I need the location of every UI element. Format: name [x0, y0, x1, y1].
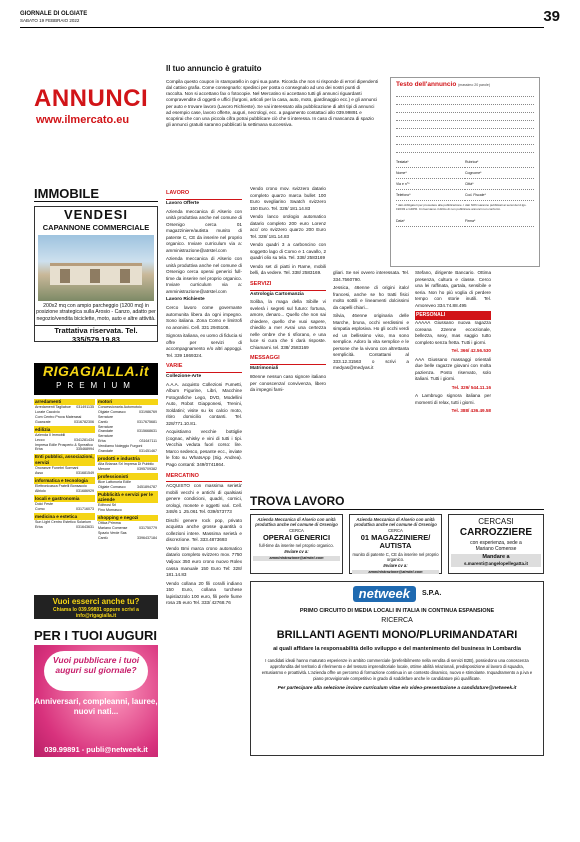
directory-entry: Sun Light Centro Estetico Solarium: [35, 519, 91, 524]
door-shape: [90, 269, 100, 283]
phone-number: Tel. 388/ 436.49.58: [451, 408, 491, 414]
directory-entry: Mariano Comense 031750779: [98, 526, 157, 531]
job-role: 01 MAGAZZINIERE/ AUTISTA: [360, 532, 431, 551]
column-lavoro: [166, 186, 242, 609]
classified-ad: Acquistiamo vecchie bottiglie (cognac, whisky e vini di tutti i tipi. Vecchia veduta fuori corso: lire. Marco sedesco, pesante ecc., inviate le foto su WhatsApp (Sig. Andrea). Pago contanti: 349/0741864.: [166, 429, 242, 467]
classified-ad: ACQUISTO con massima serietà' mobili vecchi e antichi di qualsiasi genere condicioni, quadri, cornici, orologi, monete e oggetti vari. Cell. 348/6 1 .25.061 Tel. 039/673773: [166, 483, 242, 515]
job-role: OPERAI GENERICI: [262, 532, 331, 542]
free-ad-intro: [166, 64, 378, 128]
coupon-line[interactable]: [396, 89, 534, 97]
section-auguri: PER I TUOI AUGURI: [34, 628, 158, 643]
classified-ad: Jessica, 46enne di origini italo/ francesi, anche se ho tratti fisici molto sottili e lineamenti dolcissimi da capelli chiari...: [333, 285, 409, 310]
directory-entry: Elettronicasca Fratelli Bonsaccio: [35, 484, 87, 489]
classified-ad: A Lambrugo signora italiana per momenti di relax, tutti i giorni.: [415, 393, 491, 405]
column-messaggi: [333, 270, 409, 374]
ad-coupon-form: [390, 77, 540, 267]
section-immobile: IMMOBILE: [34, 186, 99, 201]
sub-matrimoniali: Matrimoniali: [250, 366, 279, 372]
phone-number: Tel. 366/ 42.56.530: [451, 348, 491, 354]
sub-lavoro-offerte: Lavoro Offerte: [166, 200, 200, 206]
job-send: Inviare cv a:: [284, 548, 309, 554]
auguri-contact: 039.99891 - publi@netweek.it: [44, 744, 148, 754]
coupon-fields: [396, 157, 534, 201]
field-telefono[interactable]: Telefono*: [396, 190, 465, 201]
classified-ad: Vendo crono mov. svizzero datario completo quarzo marca bullet 100 Euro svegliarino Swatch svizzero 150 Euro. Tel. 328/ 181.14.83: [250, 186, 326, 211]
rigagialla-brand: RIGAGIALLA: [42, 363, 136, 379]
directory-category: shopping e negozi: [97, 515, 158, 522]
directory-entry: Com Centro Prova Materassi: [35, 414, 82, 419]
section-lavoro: LAVORO: [166, 190, 190, 196]
directory-entry: Fino Mornasco: [98, 508, 122, 513]
directory-entry: Merone 0395709382: [98, 466, 157, 471]
section-rule: [250, 509, 544, 510]
classified-ad: gliari. Se sei ovvero interessata. Tel. 334.7560790.: [333, 270, 409, 282]
directory-entry: Serrature: [98, 414, 113, 419]
directory-entry: Alta Brianza Srl Impresa Di Pubblic: [98, 461, 154, 466]
job-email-link[interactable]: amministrazione@atrstel.com: [253, 556, 340, 561]
building-photo: [38, 235, 154, 301]
field-rubrica[interactable]: Rubrica*: [465, 157, 534, 168]
job-cerca: CERCA: [388, 527, 403, 533]
vendesi-sub: CAPANNONE COMMERCIALE: [42, 223, 150, 233]
section-varie: VARIE: [166, 363, 183, 370]
job-email-link[interactable]: s.marenti@angelopellegatta.it: [464, 560, 528, 566]
vendesi-desc: 200x2 mq con ampio parcheggio (1200 mq) in posizione strategica sulla Arosio - Canzo, adatto per negozio/vendita biciclette, moto, auto e altre attività.: [36, 302, 156, 323]
field-cognome[interactable]: Cognome*: [465, 168, 534, 179]
directory-entry: Onoranze Funebri Sormani: [35, 466, 79, 471]
classified-ad: Azienda meccanica di Alserio con unità produttiva anche nel comune di Orsenigo cerca 01 magazziniere/autista munito di patente C, CE da inserire nel proprio organico. Inviare curriculum via a: amministrazione@atrstel.com: [166, 208, 242, 253]
classified-ad: Soliba, la maga della Sibille vi svelerà i segreti sul futuro: fortuna, amore, denaro... Quello che non sai chiedere, quello che vuoi sapere, chiedilo a me! Avrai una certezza nelle ombre che ti sfiorano, e una luce si cura che ti darà risposte. Chiamami. tel. 338/ 2583169: [250, 299, 326, 350]
coupon-line[interactable]: [396, 105, 534, 113]
job-company: Azienda Meccanica di Alserio con unità produttiva anche nel comune di Orsenigo: [255, 517, 338, 528]
netweek-ad: [250, 581, 544, 756]
job-role: CARROZZIERE: [459, 527, 533, 538]
rigagialla-suffix: .it: [135, 363, 150, 379]
issue-date: SABATO 19 FEBBRAIO 2022: [20, 18, 80, 23]
annunci-url-link[interactable]: www.ilmercato.eu: [36, 114, 130, 126]
directory-entry: Impresa Edile Prosperio & Spreafico: [35, 442, 93, 447]
netweek-scope: ai quali affidare la responsabilità dello sviluppo e del mantenimento del business in Lombardia: [273, 646, 521, 653]
rule: [166, 199, 242, 200]
netweek-brand: netweek: [353, 586, 416, 602]
job-email-link[interactable]: amministrazione@atrstel.com: [352, 570, 439, 575]
sub-lavoro-richieste: Lavoro Richieste: [166, 297, 205, 303]
vendesi-contact: Trattativa riservata. Tel. 335/579.19.83: [35, 325, 157, 345]
directory-entry: Olgiate Comasco 3451894787: [98, 484, 157, 489]
directory-entry: Asso 031681549: [35, 471, 94, 476]
job-cercasi: CERCASI: [478, 517, 514, 526]
job-ad-operai: [250, 514, 343, 574]
annunci-logo: ANNUNCI: [34, 85, 149, 112]
column-personali: [415, 270, 491, 417]
directory-entry: Como 031716073: [35, 506, 94, 511]
directory-category: Enti pubblici, associazioni, servizi: [35, 454, 94, 465]
rule: [250, 290, 326, 291]
promo-question: Vuoi esserci anche tu?: [52, 597, 140, 606]
section-messaggi: MESSAGGI: [250, 355, 280, 362]
door-shape: [60, 269, 70, 283]
sub-collezione-arte: Collezione-Arte: [166, 374, 202, 380]
netweek-role: BRILLANTI AGENTI MONO/PLURIMANDATARI: [276, 628, 518, 641]
directory-entry: Guanzate 0316782306: [35, 419, 94, 424]
sub-astrologia: Astrologia Cartomanzia: [250, 291, 304, 297]
classified-ad: A.A.A. acquisto Collezioni Fumetti, Album Figurine, Libri, Macchine Fotografiche Lego, DVD, Modellini Auto, Robot Giapponesi, Trenini, Soldatini; visite su ks calcio moto, ritiro domicilio contanti. Tel. 328/771.10.81.: [166, 381, 242, 426]
directory-entry: Ottica Primma: [98, 521, 121, 526]
classified-ad: Cerco lavoro come governante automunita libera da ogni impegno. Sono italiana. Zona Como e limitrofi no anonimi. Cell. 331 2945108.: [166, 305, 242, 330]
field-citta[interactable]: Città*: [465, 179, 534, 190]
field-firma[interactable]: Firma*: [465, 216, 534, 227]
job-conditions: con esperienza, sede a: [470, 539, 522, 546]
directory-entry: Grandate 031451467: [98, 448, 157, 453]
directory-category: prodotti e industria: [97, 455, 158, 462]
rigagialla-tagline: PREMIUM: [56, 380, 136, 390]
coupon-line[interactable]: [396, 145, 534, 153]
directory-entry: Erba 031643631: [35, 524, 94, 529]
section-servizi: SERVIZI: [250, 280, 272, 287]
directory-category: arredamenti: [34, 399, 95, 406]
coupon-line[interactable]: [396, 97, 534, 105]
coupon-title: Testo dell'annuncio (massimo 20 parole): [396, 81, 491, 88]
door-shape: [120, 269, 130, 283]
field-nome[interactable]: Nome*: [396, 168, 465, 179]
auguri-occasions: Anniversari, compleanni, lauree, nuovi nati...: [34, 697, 158, 717]
field-via[interactable]: Via e n°*: [396, 179, 465, 190]
page-number: 39: [543, 8, 560, 25]
section-mercatino: MERCATINO: [166, 472, 199, 479]
phone-number: Tel. 329/ 544.11.16: [451, 384, 491, 390]
intro-title: Il tuo annuncio è gratuito: [166, 64, 262, 73]
classified-ad: Vendo lanco orologio automatico datario completo 200 euro Lorenz acc/ oro svizzero quarzo 200 Euro Tel. 328/ 181.14.83: [250, 214, 326, 239]
netweek-claim: PRIMO CIRCUITO DI MEDIA LOCALI IN ITALIA IN CONTINUA ESPANSIONE: [299, 608, 495, 615]
netweek-apply: Per partecipare alla selezione inviare curriculum vitae e/o video-presentazione a candidature@netweek.it: [277, 686, 517, 692]
classified-ad: Vendo set di piatti in Rame, mobili belli, da vedere. Tel. 338/ 2583169.: [250, 263, 326, 276]
header-rule: [20, 27, 544, 28]
coupon-line[interactable]: [396, 121, 534, 129]
classified-ad: Vendo Bmi marca crono automatico datario completo svizzero mov. 7750 Valjoux 350 euro crono nuovo Rolex cassa manuale 150 Euro Tel: 328/ 181.14.83: [166, 545, 242, 578]
job-cerca: CERCA: [289, 527, 304, 533]
directory-right-column: [97, 397, 158, 541]
classified-ad: Azienda meccanica di Alserio con unità produttiva anche nel comune di Orsenigo cerca operai generici full-time da inserire nel proprio organico. Inviare curriculum via a: amministrazione@atrstel.com: [166, 256, 242, 294]
auguri-bubble: Vuoi pubblicare i tuoi auguri sul giornale?: [44, 651, 148, 691]
section-trova-lavoro: TROVA LAVORO: [250, 494, 345, 508]
directory-entry: Erba 031647111: [98, 439, 157, 444]
classified-ad: Silvia, 46enne originaria delle Marche, bruna, occhi verdissimi e simpatia esplosiva. Ho gli occhi verdi ed un bellissimo viso, ma sono semplice. Adoro la vita semplice e le persone che la vivono con altrettanta semplicità. Contattami al 333.12.31563 o scrivi a medyas@medyas.it: [333, 313, 409, 371]
directory-entry: Spazio Verde Sas: [98, 531, 127, 536]
directory-entry: Arredamenti Tagliabue 031491135: [35, 405, 94, 410]
promo-contact: Chiama lo 039.99891 oppure scrivi a info@rigagialla.it: [53, 607, 139, 620]
directory-entry: Serrature: [98, 424, 113, 429]
section-rule: [34, 201, 158, 202]
section-personali: PERSONALI: [415, 311, 491, 320]
directory-category: edilizia: [34, 426, 95, 433]
directory-entry: Lurate Caccivio: [35, 410, 60, 415]
coupon-hint: (massimo 20 parole): [458, 83, 491, 87]
field-testata[interactable]: Testata*: [396, 157, 465, 168]
column-vendo-servizi: [250, 186, 326, 396]
field-data[interactable]: Data*: [396, 216, 465, 227]
job-conditions: full-time da inserire nel proprio organico.: [259, 543, 334, 549]
directory-entry: Cantù 0317675681: [98, 419, 157, 424]
vendesi-headline: VENDESI: [63, 207, 129, 222]
directory-entry: Cantù 3396437184: [98, 535, 157, 540]
directory-left-column: [34, 397, 95, 541]
classified-ad: 80enne nessun caso signore italiano per conoscenza/ convivenza, libero da impegni fami-: [250, 374, 326, 393]
job-ad-carrozziere: [448, 514, 544, 574]
classified-ad: AAA Giussano massaggi orientali due belle ragazze giovani con molta pazienza. Posto riservato, solo italiani. Tutti i giorni.: [415, 356, 491, 382]
coupon-sign-fields: [396, 216, 534, 227]
directory-entry: Vendiamo Noleggio Furgoni: [98, 443, 143, 448]
vendesi-ad: [34, 206, 158, 345]
auguri-ad: [34, 645, 158, 757]
directory-category: medicina e estetica: [34, 513, 95, 520]
directory-entry: Editnosi Srl: [98, 503, 117, 508]
rule: [166, 372, 242, 373]
job-conditions: munito di patente C, CE da inserire nel proprio organico.: [352, 552, 439, 563]
coupon-line[interactable]: [396, 137, 534, 145]
directory-entry: Serrature: [98, 434, 113, 439]
netweek-suffix: S.P.A.: [421, 589, 442, 597]
directory-entry: Olgiate Comasco 031986769: [98, 410, 157, 415]
directory-category: informatica e tecnologia: [34, 477, 95, 484]
classified-ad: AAAAA Giussano nuova ragazza coreana 22enne eccezionale, bellezza, sexy, mas saggio tutto completo senza fretta. Tutti i giorni.: [415, 320, 491, 345]
classified-ad: Stefano, dirigente Bancario. Ottima presenza, cultura e classe. Cerco una lei raffinata, gartala, sensibile e seria. Non ho più voglia di perdere tempo con storie inutili. Tel. Amoreveo 334.74.88.495: [415, 270, 491, 308]
job-ad-magazziniere: [349, 514, 442, 574]
directory-entry: Albiolo 031686929: [35, 488, 94, 493]
rigagialla-logo: [34, 363, 158, 395]
classified-ad: Signora italiana, ex uomo di fiducia si offre per servizi di accompagnamento e/o altri appoggi. Tel. 339 1869324.: [166, 333, 242, 358]
directory-category: professionisti: [97, 473, 158, 480]
directory-entry: Grandate 0315668631: [98, 429, 157, 434]
directory-entry: Bice Lattonoria Edile: [98, 479, 131, 484]
directory-category: Pubblicità e servizi per le aziende: [97, 491, 158, 503]
netweek-body: I candidati ideali hanno maturato esperienze in ambito commerciale (preferibilmente nella vendita di servizi B2B), possiedono una conoscenza approfondita del territorio di riferimento e del tessuto imprenditoriale locale, ottime abilità relazionali, predisposizione al lavoro di squadra, entusiasmo e proattività. L'azienda offre un percorso di formazione continua in un contesto dinamico, nuovo e stimolante. Inquadramento a p.iva e piano provvigionale competitivo in grado di soddisfare anche le candidature più qualificate.: [261, 657, 533, 682]
coupon-line[interactable]: [396, 129, 534, 137]
intro-body: Compila questo coupon in stampatello in ogni sua parte. Ricorda che non si risponde di errori dipendenti dal cattivo grafia. Come consegnarlo: spedisci per posta o consegnalo ad uno dei nostri punti di raccolta. Non si accettano fax o fotocopie. Nel Mercatino si accettano tutti gli annunci riguardanti compravendite di oggetti e uffici (furgoni, articoli per la casa, auto, moto, giardinaggio ecc.) e gli annunci per auto e trovare lavoro (Lavoro Richieste). Se vai interessato alla pubblicazione di altri tipi di annunci ad esempio case, lavoro offerte, auguri, necrologi, ecc. a pagamento contattaci allo 039.99891 e scoprirai che con una piccola cifra potrai pubblicare ciò che ti interessa. In caso di mancanza di spazio gli annunci gratuiti saranno pubblicati la settimana successiva.: [166, 78, 378, 128]
promo-strip: [34, 595, 158, 619]
netweek-ricerca: RICERCA: [381, 617, 413, 625]
netweek-logo: [261, 586, 533, 602]
rigagialla-directory: [34, 397, 158, 541]
job-location: Mariano Comense: [475, 545, 517, 552]
classified-ad: Vendo collana 20 fili coralli indiano 150 Euro, collana turchese lapislazzolo 100 euro, fili perle fiume rosa 25 euro Tel. 333/ 42768.76: [166, 580, 242, 606]
directory-entry: Lecco 0341281434: [35, 437, 94, 442]
field-cod-fiscale[interactable]: Cod. Fiscale*: [465, 190, 534, 201]
coupon-line[interactable]: [396, 113, 534, 121]
job-send: Mandare a s.marenti@angelopellegatta.it: [451, 554, 541, 567]
directory-entry: Dolci Feste: [35, 502, 53, 507]
directory-entry: Azienda Il Immobili: [35, 432, 66, 437]
job-company: Azienda Meccanica di Alserio con unità produttiva anche nel comune di Orsenigo: [354, 517, 437, 528]
classified-ad: Dischi genere rock pop, privato acquista anche grosse quantità o collezioni intere. Massima serietà e discrezione. Tel. 333.4873693: [166, 517, 242, 543]
directory-category: locali e gastronomia: [34, 495, 95, 502]
job-send: Inviare cv a:: [383, 562, 408, 568]
directory-entry: Concessionaria Automotoio: [98, 405, 142, 410]
newspaper-title: GIORNALE DI OLGIATE: [20, 11, 88, 17]
classified-ad: Vendo quadri 3 a carboncino con soggetto lago di Como e 1 cavallo, 2 quadri olio su tela. Tel. 338/ 2583169: [250, 242, 326, 261]
rule: [166, 481, 242, 482]
coupon-note: * dati obbligatori per procedere alla pubblicazione. I dati NON saranno pubblicati ai sensi del d.lgs. 196/03 e GDPR. Ci riserviamo il diritto di non pubblicare annunci non conformi.: [396, 203, 527, 212]
directory-entry: Erba 335468994: [35, 447, 94, 452]
directory-category: motori: [97, 399, 158, 406]
